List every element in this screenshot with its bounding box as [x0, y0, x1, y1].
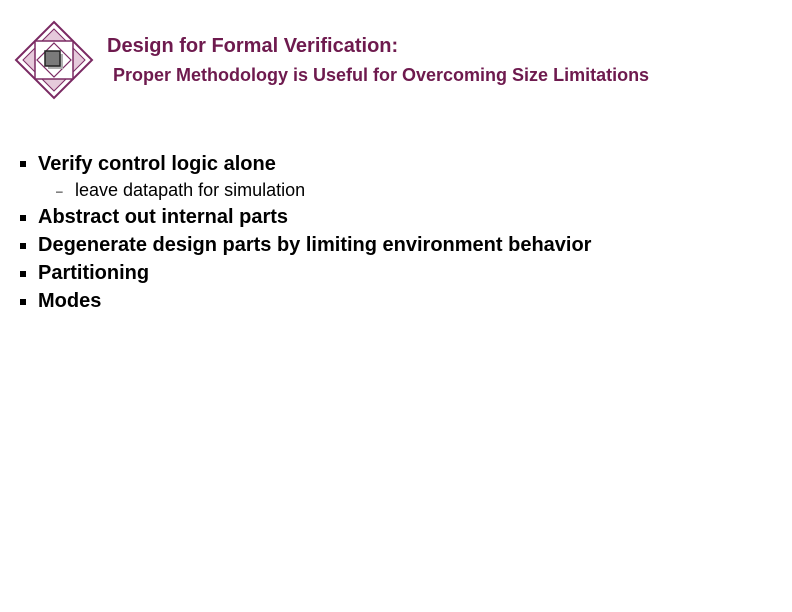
bullet-square-icon — [20, 299, 26, 305]
slide-subtitle: Proper Methodology is Useful for Overcoming Size Limitations — [113, 65, 650, 85]
sub-bullet-item: leave datapath for simulation — [75, 180, 306, 200]
slide-title: Design for Formal Verification: — [107, 35, 399, 57]
bullet-item: Degenerate design parts by limiting environment behavior — [38, 234, 592, 256]
bullet-square-icon — [20, 243, 26, 249]
bullet-item: Modes — [38, 290, 102, 312]
bullet-item: Abstract out internal parts — [38, 206, 289, 228]
bullet-item: Partitioning — [38, 262, 150, 284]
bullet-square-icon — [20, 161, 26, 167]
bullet-item: Verify control logic alone — [38, 153, 276, 175]
bullet-square-icon — [20, 271, 26, 277]
dash-marker-icon: – — [56, 184, 63, 198]
bullet-square-icon — [20, 215, 26, 221]
